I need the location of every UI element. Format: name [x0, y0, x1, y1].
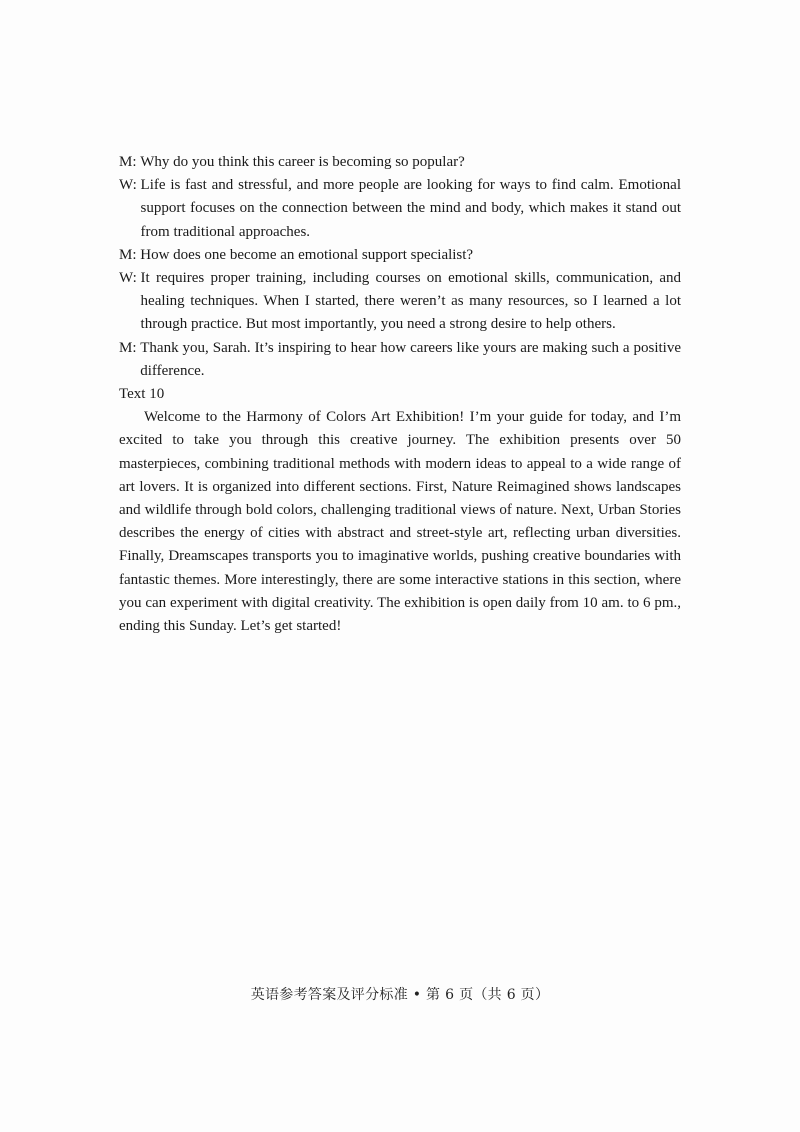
- speaker-label: W:: [119, 270, 141, 287]
- speech-text: It requires proper training, including courses on emotional skills, communication, and healing techniques. When I started, there weren’t as many resources, so I learned a lot through practice. But most importantly, you need a strong desire to help others.: [140, 270, 681, 333]
- dialogue-line-2: [119, 174, 681, 244]
- section-heading: Text 10: [119, 386, 165, 403]
- page-footer: 英语参考答案及评分标准 • 第 6 页（共 6 页）: [250, 987, 550, 1003]
- speech-text: Life is fast and stressful, and more people are looking for ways to find calm. Emotional support focuses on the connection between the mind and body, which makes it stand out from traditional approaches.: [140, 177, 681, 240]
- page-content: [119, 151, 681, 638]
- dialogue-line-5: [119, 337, 681, 383]
- speech-text: How does one become an emotional support specialist?: [140, 246, 474, 263]
- speaker-label: M:: [119, 246, 141, 263]
- speech-text: Thank you, Sarah. It’s inspiring to hear how careers like yours are making such a positive difference.: [140, 339, 681, 379]
- speaker-label: M:: [119, 339, 141, 356]
- passage-paragraph: Welcome to the Harmony of Colors Art Exhibition! I’m your guide for today, and I’m excited to take you through this creative journey. The exhibition presents over 50 masterpieces, combining traditional methods with modern ideas to appeal to a wide range of art lovers. It is organized into different sections. First, Nature Reimagined shows landscapes and wildlife through bold colors, challenging traditional views of nature. Next, Urban Stories describes the energy of cities with abstract and street-style art, reflecting urban diversities. Finally, Dreamscapes transports you to imaginative worlds, pushing creative boundaries with fantastic themes. More interestingly, there are some interactive stations in this section, where you can experiment with digital creativity. The exhibition is open daily from 10 am. to 6 pm., ending this Sunday. Let’s get started!: [119, 409, 681, 635]
- speech-text: Why do you think this career is becoming so popular?: [140, 154, 465, 170]
- speaker-label: W:: [119, 177, 141, 194]
- dialogue-line-1: [119, 151, 681, 174]
- speaker-label: M:: [119, 154, 141, 170]
- dialogue-line-3: [119, 244, 681, 267]
- dialogue-line-4: [119, 267, 681, 337]
